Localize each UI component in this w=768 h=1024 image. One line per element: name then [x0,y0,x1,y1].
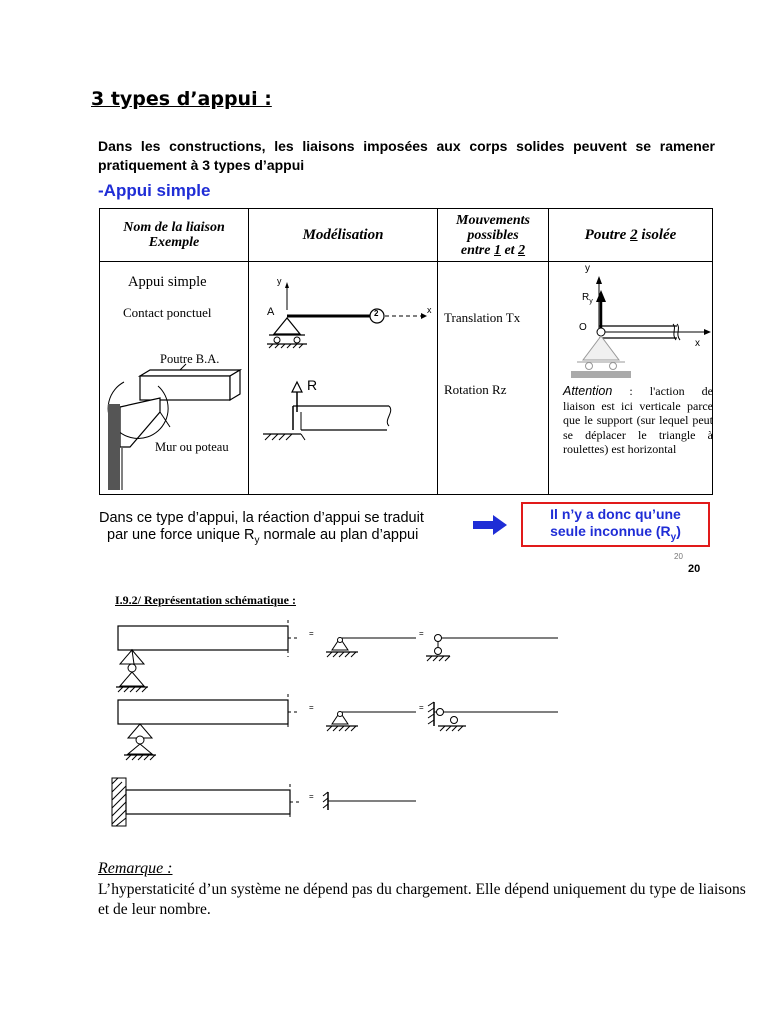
label-a: A [267,306,275,318]
cell-modelisation [249,262,438,495]
equals-sign-2b: = [419,703,424,712]
conclusion-text [99,510,424,549]
schema-title: I.9.2/ Représentation schématique : [115,593,296,607]
label-o: O [579,322,587,333]
label-r-sub: y [589,298,593,305]
table-row [100,262,713,495]
isolated-beam-drawing [549,262,721,494]
header-mouv-n2: 2 [518,242,526,258]
equals-sign-1a: = [309,629,314,638]
cell-poutre [549,262,713,495]
header-modelisation: Modélisation [249,209,438,262]
wall-label: Mur ou poteau [155,440,229,454]
section-subtitle: -Appui simple [98,181,211,200]
equals-sign-1b: = [419,629,424,638]
label-y: y [277,276,282,286]
header-mouv-line1: Mouvements [456,212,530,228]
translation-text: Translation Tx [444,310,521,325]
attention-text: liaison est ici verticale parce que le support (sur lequel peut se déplacer le triangle à roulettes) est horizontal [563,398,713,456]
result-box [521,502,710,547]
attention-label: Attention [563,384,613,398]
result-line1: Il n’y a donc qu’une [550,506,681,522]
header-mouv-line2: possibles [467,227,519,243]
page-number-small: 20 [674,552,683,561]
arrow-right-icon [471,514,509,536]
header-poutre-n: 2 [630,226,638,243]
header-poutre [549,209,713,262]
header-name-line1: Nom de la liaison [123,220,225,235]
beam-label: Poutre B.A. [160,352,220,366]
conclusion-line2-post: normale au plan d’appui [259,527,419,543]
equals-sign-2a: = [309,703,314,712]
result-line2-pre: seule inconnue (R [550,523,671,539]
equals-sign-3: = [309,792,314,801]
label-x: x [695,338,700,349]
page-heading: 3 types d’appui : [91,88,272,110]
conclusion-line1: Dans ce type d’appui, la réaction d’appui se traduit [99,510,424,526]
remark-title: Remarque : [98,860,173,877]
page-number: 20 [688,563,701,575]
rotation-text: Rotation Rz [444,382,507,397]
label-r: R [582,292,590,303]
conclusion-sub: y [254,534,260,546]
attention-note [563,384,713,457]
result-line2 [523,523,708,546]
beam-on-wall-drawing [100,262,246,494]
label-y: y [585,263,590,274]
model-drawing [249,262,435,494]
header-mouv-line3-pre: entre [460,242,494,258]
label-2: 2 [374,309,379,318]
conclusion-line2 [99,527,424,549]
header-name-line2: Exemple [148,235,200,250]
header-mouvements [438,209,549,262]
result-line2-post: ) [676,523,681,539]
label-r: R [307,377,318,393]
label-x: x [427,305,432,315]
header-poutre-pre: Poutre [584,226,631,243]
intro-paragraph: Dans les constructions, les liaisons imposées aux corps solides peuvent se ramener pratiquement à 3 types d’appui [98,138,715,173]
header-poutre-post: isolée [637,226,677,243]
label-ry [582,292,593,305]
remark-text: L’hyperstaticité d’un système ne dépend pas du chargement. Elle dépend uniquement du type de liaisons et de leur nombre. [98,881,746,918]
cell-mouvements [438,262,549,495]
liaison-example: Contact ponctuel [123,305,212,320]
attention-text-first: : l'action de [612,384,713,398]
liaison-table [99,208,713,495]
header-mouv-n1: 1 [493,242,501,258]
cell-name [100,262,249,495]
conclusion-line2-pre: par une force unique R [107,527,255,543]
liaison-name: Appui simple [128,274,207,290]
header-name [100,209,249,262]
header-mouv-mid: et [500,242,519,258]
result-sub: y [670,531,677,543]
schematic-representation-drawing [100,612,570,832]
table-header-row [100,209,713,262]
